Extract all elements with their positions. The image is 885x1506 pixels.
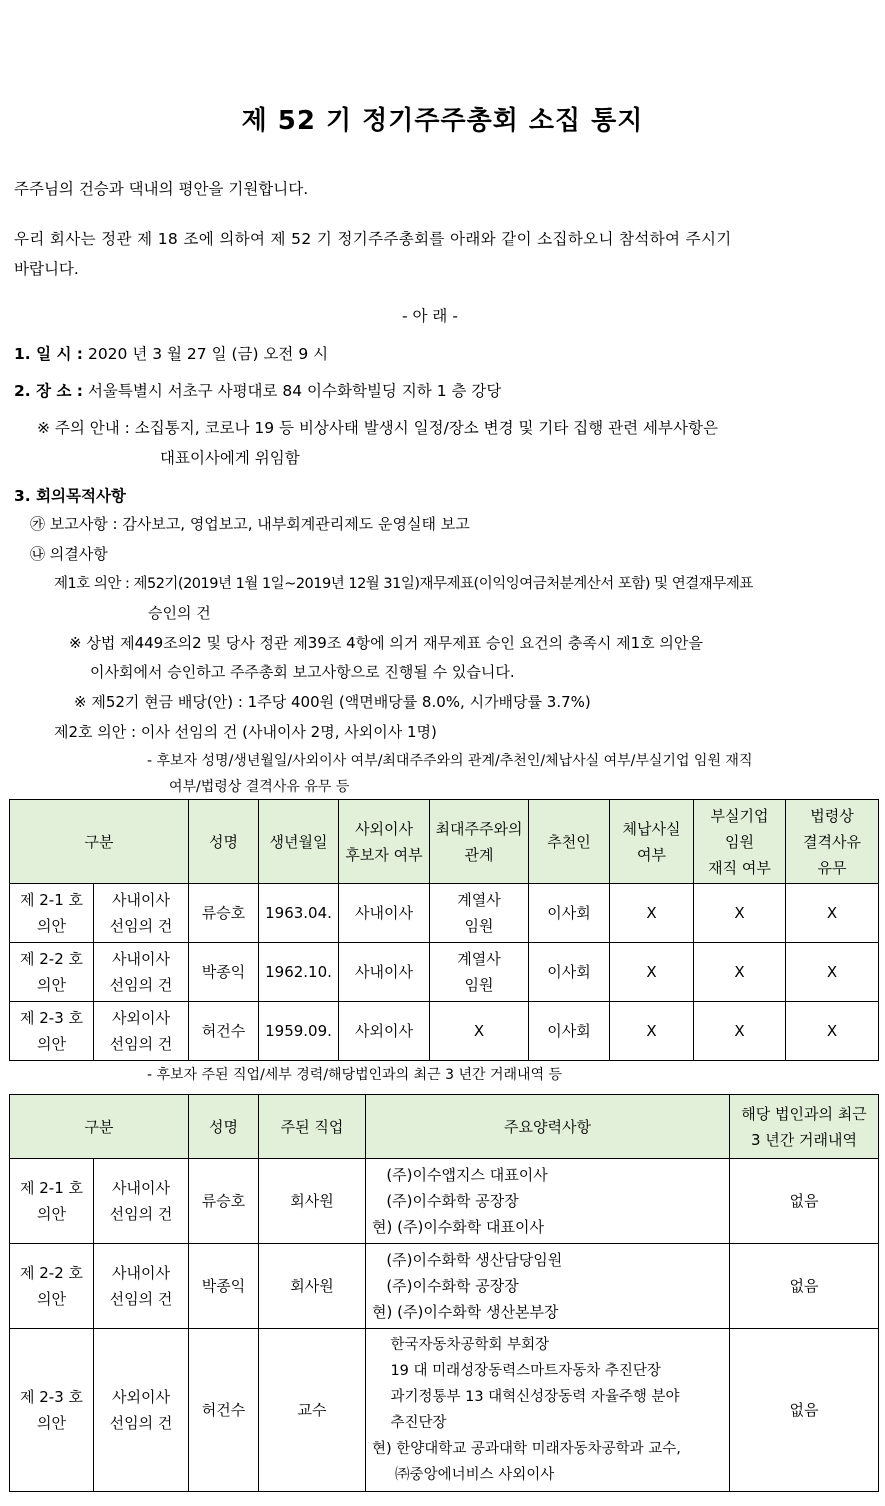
t2-agenda-no: 제 2-3 호 의안 xyxy=(10,1329,94,1492)
t1-header-tax: 체납사실 여부 xyxy=(610,800,694,884)
t2-transactions: 없음 xyxy=(730,1159,879,1244)
t1-name: 박종익 xyxy=(189,943,259,1002)
t1-header-insolvent: 부실기업 임원 재직 여부 xyxy=(694,800,786,884)
notice-line-2: 대표이사에게 위임함 xyxy=(160,449,300,467)
t2-occupation: 교수 xyxy=(259,1329,366,1492)
t1-disqualify: X xyxy=(786,1002,879,1061)
resolution-heading: ㉯ 의결사항 xyxy=(30,545,108,563)
table2-caption: - 후보자 주된 직업/세부 경력/해당법인과의 최근 3 년간 거래내역 등 xyxy=(147,1067,563,1083)
t1-relation: X xyxy=(430,1002,529,1061)
table-row xyxy=(10,943,879,1002)
t1-disqualify: X xyxy=(786,884,879,943)
t2-header-transactions: 해당 법인과의 최근 3 년간 거래내역 xyxy=(730,1095,879,1159)
t1-outside: 사외이사 xyxy=(339,1002,430,1061)
t1-recommender: 이사회 xyxy=(529,943,610,1002)
item-place-value: 서울특별시 서초구 사평대로 84 이수화학빌딩 지하 1 층 강당 xyxy=(87,382,502,400)
item-date-label: 1. 일 시 : xyxy=(14,345,84,363)
t2-header-occupation: 주된 직업 xyxy=(259,1095,366,1159)
t2-name: 허건수 xyxy=(189,1329,259,1492)
table-row xyxy=(10,1244,879,1329)
table-row xyxy=(10,1002,879,1061)
greeting: 주주님의 건승과 댁내의 평안을 기원합니다. xyxy=(14,180,309,198)
t1-header-category: 구분 xyxy=(10,800,189,884)
t1-insolvent: X xyxy=(694,884,786,943)
table1-header-row xyxy=(10,800,879,884)
candidate-table xyxy=(9,799,879,1061)
note1-line-2: 이사회에서 승인하고 주주총회 보고사항으로 진행될 수 있습니다. xyxy=(90,663,515,681)
t1-agenda-type: 사외이사 선임의 건 xyxy=(94,1002,189,1061)
agenda1-line-1: 제1호 의안 : 제52기(2019년 1월 1일~2019년 12월 31일)재무제표(이익잉여금처분계산서 포함) 및 연결재무제표 xyxy=(54,576,753,592)
t2-transactions: 없음 xyxy=(730,1244,879,1329)
t1-agenda-no: 제 2-3 호 의안 xyxy=(10,1002,94,1061)
table1-caption-line-1: - 후보자 성명/생년월일/사외이사 여부/최대주주와의 관계/추천인/체납사실 여부/부실기업 임원 재직 xyxy=(147,753,753,769)
note1-line-1: ※ 상법 제449조의2 및 당사 정관 제39조 4항에 의거 재무제표 승인 요건의 충족시 제1호 의안을 xyxy=(69,634,703,652)
t2-occupation: 회사원 xyxy=(259,1244,366,1329)
t1-agenda-type: 사내이사 선임의 건 xyxy=(94,943,189,1002)
report-items: ㉮ 보고사항 : 감사보고, 영업보고, 내부회계관리제도 운영실태 보고 xyxy=(30,515,470,533)
t2-name: 박종익 xyxy=(189,1244,259,1329)
section-below: - 아 래 - xyxy=(402,307,458,325)
t1-birth: 1959.09. xyxy=(259,1002,339,1061)
table-row xyxy=(10,1329,879,1492)
t1-header-outside: 사외이사 후보자 여부 xyxy=(339,800,430,884)
t1-insolvent: X xyxy=(694,1002,786,1061)
t1-agenda-type: 사내이사 선임의 건 xyxy=(94,884,189,943)
t1-name: 류승호 xyxy=(189,884,259,943)
agenda2: 제2호 의안 : 이사 선임의 건 (사내이사 2명, 사외이사 1명) xyxy=(54,723,437,741)
table-row xyxy=(10,884,879,943)
t1-recommender: 이사회 xyxy=(529,884,610,943)
table1-caption-line-2: 여부/법령상 결격사유 유무 등 xyxy=(169,779,350,795)
item-date-value: 2020 년 3 월 27 일 (금) 오전 9 시 xyxy=(87,345,329,363)
t1-header-recommender: 추천인 xyxy=(529,800,610,884)
t1-insolvent: X xyxy=(694,943,786,1002)
t2-agenda-no: 제 2-1 호 의안 xyxy=(10,1159,94,1244)
t2-agenda-type: 사외이사 선임의 건 xyxy=(94,1329,189,1492)
t1-birth: 1962.10. xyxy=(259,943,339,1002)
t1-birth: 1963.04. xyxy=(259,884,339,943)
t2-name: 류승호 xyxy=(189,1159,259,1244)
t2-career: (주)이수화학 생산담당임원 (주)이수화학 공장장 현) (주)이수화학 생산본부장 xyxy=(366,1244,730,1329)
t2-header-career: 주요양력사항 xyxy=(366,1095,730,1159)
t1-tax: X xyxy=(610,1002,694,1061)
t2-agenda-type: 사내이사 선임의 건 xyxy=(94,1159,189,1244)
note-dividend: ※ 제52기 현금 배당(안) : 1주당 400원 (액면배당률 8.0%, 시가배당률 3.7%) xyxy=(74,693,591,711)
t2-career: (주)이수앱지스 대표이사 (주)이수화학 공장장 현) (주)이수화학 대표이사 xyxy=(366,1159,730,1244)
t1-outside: 사내이사 xyxy=(339,943,430,1002)
t1-name: 허건수 xyxy=(189,1002,259,1061)
item-place xyxy=(14,379,501,401)
t2-career: 한국자동차공학회 부회장 19 대 미래성장동력스마트자동차 추진단장 과기정통부 13 대혁신성장동력 자율주행 분야 추진단장 현) 한양대학교 공과대학 미래자동차공학과 교수, ㈜중앙에너비스 사외이사 xyxy=(366,1329,730,1492)
t1-header-birth: 생년월일 xyxy=(259,800,339,884)
t1-tax: X xyxy=(610,943,694,1002)
page-title: 제 52 기 정기주주총회 소집 통지 xyxy=(241,106,644,136)
t1-header-disqualify: 법령상 결격사유 유무 xyxy=(786,800,879,884)
t1-agenda-no: 제 2-1 호 의안 xyxy=(10,884,94,943)
t1-outside: 사내이사 xyxy=(339,884,430,943)
t1-agenda-no: 제 2-2 호 의안 xyxy=(10,943,94,1002)
item-agenda-heading: 3. 회의목적사항 xyxy=(14,487,126,505)
t1-recommender: 이사회 xyxy=(529,1002,610,1061)
t1-tax: X xyxy=(610,884,694,943)
intro-line-1: 우리 회사는 정관 제 18 조에 의하여 제 52 기 정기주주총회를 아래와 같이 소집하오니 참석하여 주시기 xyxy=(14,230,732,248)
t2-agenda-no: 제 2-2 호 의안 xyxy=(10,1244,94,1329)
t1-header-relation: 최대주주와의 관계 xyxy=(430,800,529,884)
table2-header-row xyxy=(10,1095,879,1159)
notice-line-1: ※ 주의 안내 : 소집통지, 코로나 19 등 비상사태 발생시 일정/장소 변경 및 기타 집행 관련 세부사항은 xyxy=(37,419,718,437)
t2-header-name: 성명 xyxy=(189,1095,259,1159)
t1-relation: 계열사 임원 xyxy=(430,884,529,943)
t1-disqualify: X xyxy=(786,943,879,1002)
item-date xyxy=(14,342,328,364)
t1-header-name: 성명 xyxy=(189,800,259,884)
intro-line-2: 바랍니다. xyxy=(14,260,79,278)
t2-transactions: 없음 xyxy=(730,1329,879,1492)
t1-relation: 계열사 임원 xyxy=(430,943,529,1002)
t2-occupation: 회사원 xyxy=(259,1159,366,1244)
career-table xyxy=(9,1094,879,1492)
item-place-label: 2. 장 소 : xyxy=(14,382,84,400)
table-row xyxy=(10,1159,879,1244)
t2-header-category: 구분 xyxy=(10,1095,189,1159)
agenda1-line-2: 승인의 건 xyxy=(148,604,211,622)
t2-agenda-type: 사내이사 선임의 건 xyxy=(94,1244,189,1329)
